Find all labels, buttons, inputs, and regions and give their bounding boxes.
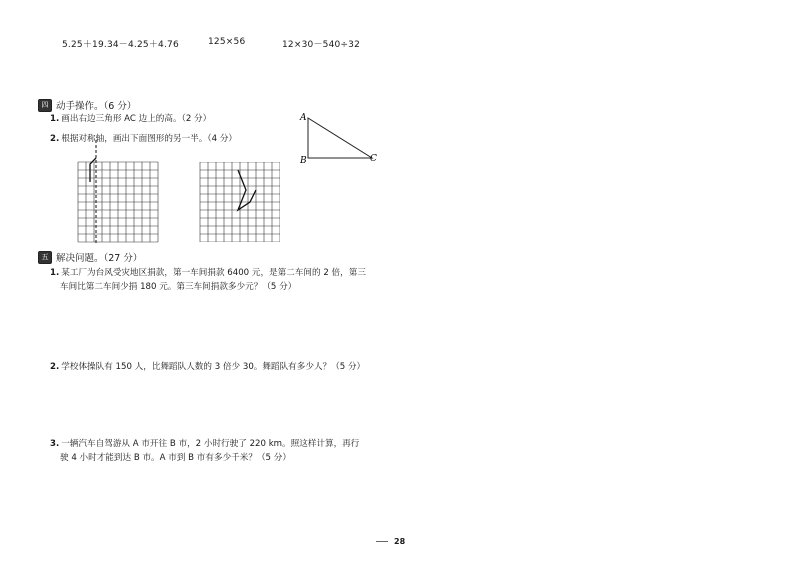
section-4-title-text: 动手操作。（6 分） — [56, 101, 137, 112]
half-shape-2 — [238, 170, 256, 210]
triangle-abc — [308, 118, 372, 158]
question-number: 3. — [50, 439, 60, 449]
symmetry-grid-1 — [72, 140, 160, 244]
vertex-label-a: A — [300, 113, 307, 123]
vertex-label-c: C — [370, 154, 377, 164]
question-text-line-2: 驶 4 小时才能到达 B 市。A 市到 B 市有多少千米？（5 分） — [60, 453, 291, 463]
page-dash — [376, 541, 388, 542]
question-number: 2. — [50, 134, 60, 144]
section-5-title — [38, 250, 142, 264]
section-5-question-3 — [50, 437, 359, 465]
page-number-text: 28 — [394, 537, 406, 546]
calc-expression-3: 12×30－540÷32 — [282, 40, 361, 50]
section-5-question-2 — [50, 360, 365, 374]
question-text: 学校体操队有 150 人，比舞蹈队人数的 3 倍少 30。舞蹈队有多少人？（5 分） — [61, 362, 366, 372]
question-text-line-2: 车间比第二车间少捐 180 元。第三车间捐款多少元？（5 分） — [60, 282, 297, 292]
page-number — [376, 537, 405, 546]
section-5-title-text: 解决问题。（27 分） — [56, 253, 143, 264]
vertex-label-b: B — [300, 156, 307, 166]
question-number: 2. — [50, 362, 60, 372]
question-text-line-1: 某工厂为台风受灾地区捐款，第一车间捐款 6400 元，是第二车间的 2 倍，第三 — [61, 268, 366, 278]
question-text: 根据对称轴，画出下面图形的另一半。（4 分） — [61, 134, 238, 144]
section-4-question-1 — [50, 112, 211, 126]
question-number: 1. — [50, 268, 60, 278]
symmetry-grid-2 — [198, 162, 280, 242]
section-5-badge: 五 — [38, 251, 52, 264]
question-text-line-1: 一辆汽车自驾游从 A 市开往 B 市，2 小时行驶了 220 km。照这样计算，再行 — [61, 439, 360, 449]
calc-expression-1: 5.25＋19.34－4.25＋4.76 — [62, 40, 179, 50]
question-number: 1. — [50, 114, 60, 124]
section-4-badge: 四 — [38, 99, 52, 112]
section-5-question-1 — [50, 266, 366, 294]
section-4-title — [38, 98, 136, 112]
calc-expression-2: 125×56 — [208, 37, 246, 47]
question-text: 画出右边三角形 AC 边上的高。（2 分） — [61, 114, 212, 124]
triangle-figure — [296, 110, 386, 168]
